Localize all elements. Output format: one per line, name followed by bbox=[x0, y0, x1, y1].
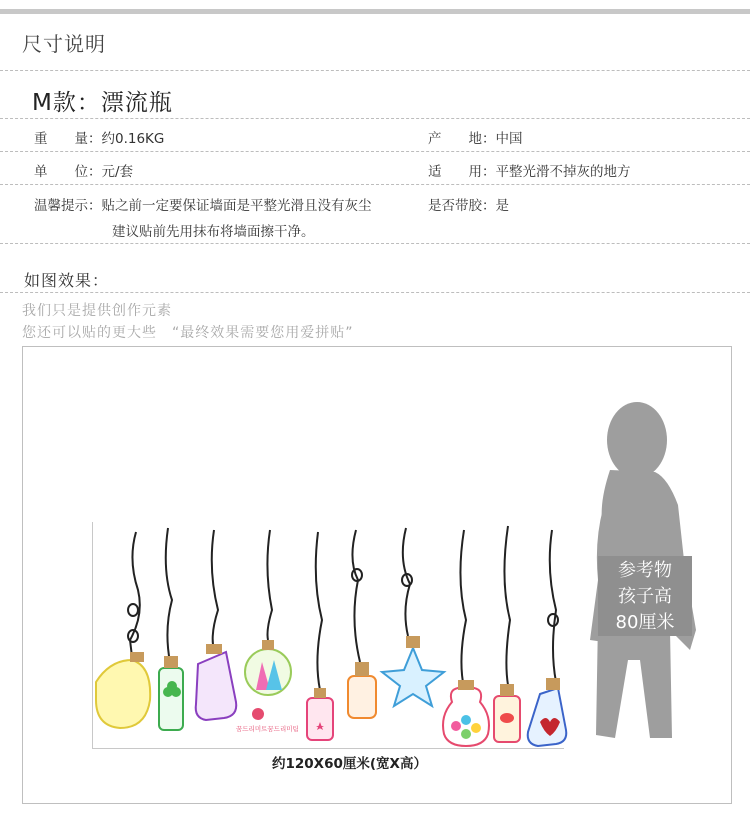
size-caption: 约120X60厘米(宽X高） bbox=[272, 756, 427, 772]
reference-line-2: 孩子高 bbox=[618, 586, 672, 607]
product-title: M款：漂流瓶 bbox=[32, 90, 173, 116]
colon: ： bbox=[482, 131, 496, 147]
colon: ： bbox=[482, 198, 496, 214]
bottle-orange-icon bbox=[348, 662, 376, 718]
spec-value-weight: 约0.16KG bbox=[101, 131, 165, 147]
spec-value-tip-line1: 贴之前一定要保证墙面是平整光滑且没有灰尘 bbox=[101, 198, 372, 214]
bottle-crab-icon bbox=[494, 684, 520, 742]
reference-line-1: 参考物 bbox=[618, 560, 672, 581]
spec-value-adhesive: 是 bbox=[495, 198, 509, 214]
spec-value-tip-line2: 建议贴前先用抹布将墙面擦干净。 bbox=[112, 224, 315, 240]
bottle-pink-star-icon bbox=[307, 688, 333, 740]
spec-value-origin: 中国 bbox=[495, 131, 523, 147]
effect-note-line2: 您还可以贴的更大些 “最终效果需要您用爱拼贴” bbox=[22, 325, 354, 341]
colon: ： bbox=[88, 131, 102, 147]
section-title: 尺寸说明 bbox=[22, 32, 106, 56]
spec-value-usage: 平整光滑不掉灰的地方 bbox=[495, 164, 631, 180]
bottle-candy-icon bbox=[443, 680, 489, 746]
spec-label-adhesive: 是否带胶 bbox=[428, 198, 482, 214]
logo-text: 꿈드리미트꿈드리미팀 bbox=[236, 725, 299, 733]
spec-label-tip: 温馨提示 bbox=[34, 198, 88, 214]
bottle-clover-icon bbox=[159, 656, 183, 730]
colon: ： bbox=[88, 164, 102, 180]
brand-logo-icon bbox=[236, 708, 299, 733]
spec-label-usage: 适 用 bbox=[428, 164, 482, 180]
bottle-yellow-icon bbox=[96, 652, 150, 728]
bottle-purple-icon bbox=[196, 644, 237, 720]
spec-label-unit: 单 位 bbox=[34, 164, 88, 180]
reference-badge bbox=[598, 556, 692, 636]
colon: ： bbox=[88, 198, 102, 214]
bottle-crystal-icon bbox=[245, 640, 291, 695]
hanging-strings bbox=[130, 526, 556, 690]
effect-title: 如图效果： bbox=[24, 271, 110, 290]
bottle-blue-heart-icon bbox=[528, 678, 567, 746]
effect-note-line1: 我们只是提供创作元素 bbox=[22, 303, 172, 319]
spec-label-weight: 重 量 bbox=[34, 131, 88, 147]
reference-line-3: 80厘米 bbox=[615, 612, 675, 633]
bottle-blue-star-icon bbox=[382, 636, 444, 706]
spec-label-origin: 产 地 bbox=[428, 131, 482, 147]
spec-value-unit: 元/套 bbox=[101, 164, 134, 180]
colon: ： bbox=[482, 164, 496, 180]
